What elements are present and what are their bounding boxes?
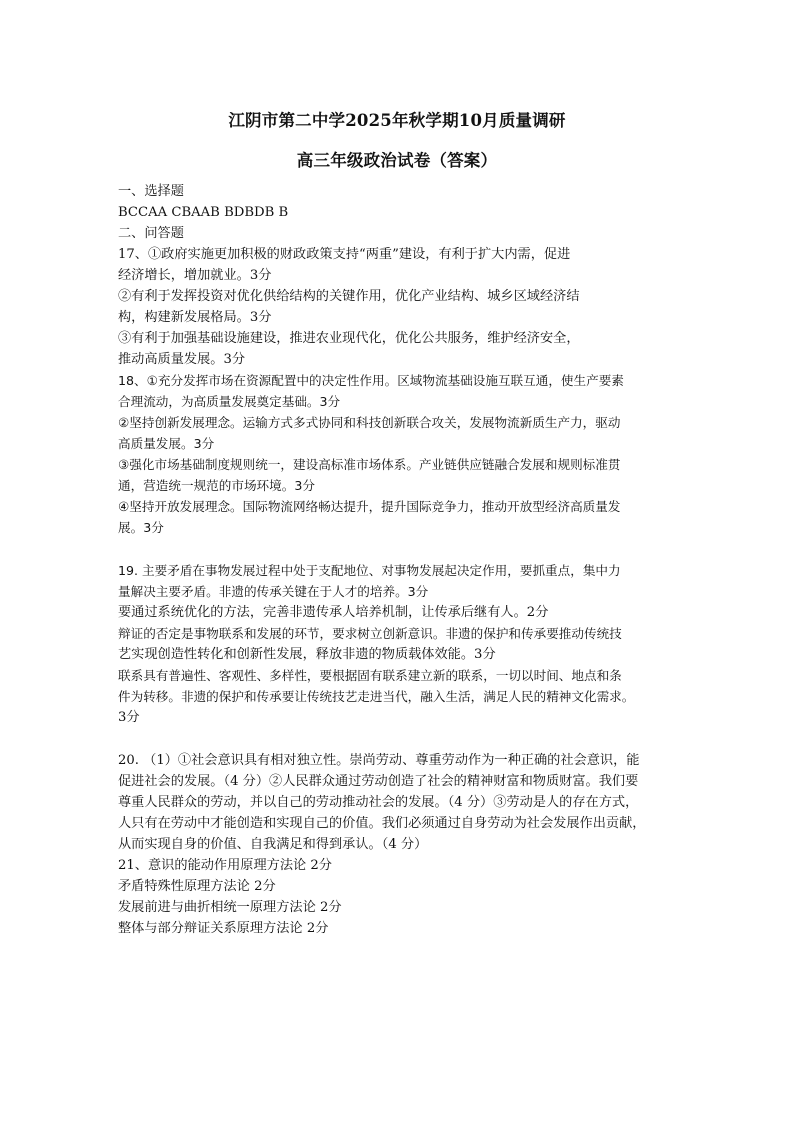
section-spacer — [118, 728, 688, 750]
choice-answers: BCCAA CBAAB BDBDB B — [118, 205, 289, 220]
question-20-answer — [118, 750, 688, 855]
answer-line: ②有利于发挥投资对优化供给结构的关键作用，优化产业结构、城乡区域经济结 — [118, 289, 580, 304]
answer-line: 辩证的否定是事物联系和发展的环节，要求树立创新意识。非遗的保护和传承要推动传统技 — [118, 626, 622, 641]
answer-line: 发展前进与曲折相统一原理方法论 2分 — [118, 900, 342, 915]
answer-line: 要通过系统优化的方法，完善非遗传承人培养机制，让传承后继有人。2分 — [118, 605, 549, 620]
answer-line: 21、意识的能动作用原理方法论 2分 — [118, 858, 332, 873]
answer-line: ③强化市场基础制度规则统一，建设高标准市场体系。产业链供应链融合发展和规则标准贯 — [118, 457, 621, 472]
choice-section-header: 一、选择题 — [118, 184, 184, 199]
question-18-answer — [118, 370, 688, 538]
answer-line: 整体与部分辩证关系原理方法论 2分 — [118, 921, 329, 936]
answer-line: ②坚持创新发展理念。运输方式多式协同和科技创新联合攻关，发展物流新质生产力，驱动 — [118, 415, 621, 430]
answer-line: 推动高质量发展。3分 — [118, 352, 246, 367]
answer-line: 经济增长，增加就业。3分 — [118, 268, 272, 283]
qa-section-header: 二、问答题 — [118, 226, 184, 241]
document-title: 江阴市第二中学2025年秋学期10月质量调研 — [228, 111, 566, 130]
answer-line: 构，构建新发展格局。3分 — [118, 310, 272, 325]
answer-line: ③有利于加强基础设施建设，推进农业现代化，优化公共服务，维护经济安全， — [118, 331, 580, 346]
answer-line: 合理流动，为高质量发展奠定基础。3分 — [118, 394, 341, 409]
answer-line: 展。3分 — [118, 520, 164, 535]
document-subtitle: 高三年级政治试卷（答案） — [296, 151, 498, 170]
answer-content — [118, 181, 688, 939]
answer-line: ④坚持开放发展理念。国际物流网络畅达提升，提升国际竞争力，推动开放型经济高质量发 — [118, 499, 621, 514]
answer-line: 促进社会的发展。（4 分）②人民群众通过劳动创造了社会的精神财富和物质财富。我们要 — [118, 774, 639, 789]
answer-line: 尊重人民群众的劳动，并以自己的劳动推动社会的发展。（4 分）③劳动是人的存在方式， — [118, 795, 639, 810]
answer-line: 量解决主要矛盾。非遗的传承关键在于人才的培养。3分 — [118, 584, 429, 599]
section-spacer — [118, 538, 688, 560]
answer-line: 3分 — [118, 710, 140, 725]
answer-line: 艺实现创造性转化和创新性发展，释放非遗的物质载体效能。3分 — [118, 647, 496, 662]
answer-line: 联系具有普遍性、客观性、多样性，要根据固有联系建立新的联系，一切以时间、地点和条 — [118, 668, 622, 683]
question-17-answer — [118, 244, 688, 370]
answer-line: 通，营造统一规范的市场环境。3分 — [118, 478, 315, 493]
answer-line: 19. 主要矛盾在事物发展过程中处于支配地位、对事物发展起决定作用，要抓重点，集中力 — [118, 563, 621, 578]
answer-line: 从而实现自身的价值、自我满足和得到承认。（4 分） — [118, 837, 428, 852]
question-19-answer — [118, 560, 688, 728]
answer-line: 18、①充分发挥市场在资源配置中的决定性作用。区域物流基础设施互联互通，使生产要素 — [118, 373, 624, 388]
question-21-answer — [118, 855, 688, 939]
answer-line: 矛盾特殊性原理方法论 2分 — [118, 879, 276, 894]
answer-line: 人只有在劳动中才能创造和实现自己的价值。我们必须通过自身劳动为社会发展作出贡献， — [118, 816, 646, 831]
answer-line: 17、①政府实施更加积极的财政政策支持“两重”建设，有利于扩大内需，促进 — [118, 247, 571, 262]
answer-line: 件为转移。非遗的保护和传承要让传统技艺走进当代，融入生活，满足人民的精神文化需求。 — [118, 689, 635, 704]
answer-line: 高质量发展。3分 — [118, 436, 215, 451]
answer-line: 20. （1）①社会意识具有相对独立性。崇尚劳动、尊重劳动作为一种正确的社会意识，能 — [118, 753, 640, 768]
